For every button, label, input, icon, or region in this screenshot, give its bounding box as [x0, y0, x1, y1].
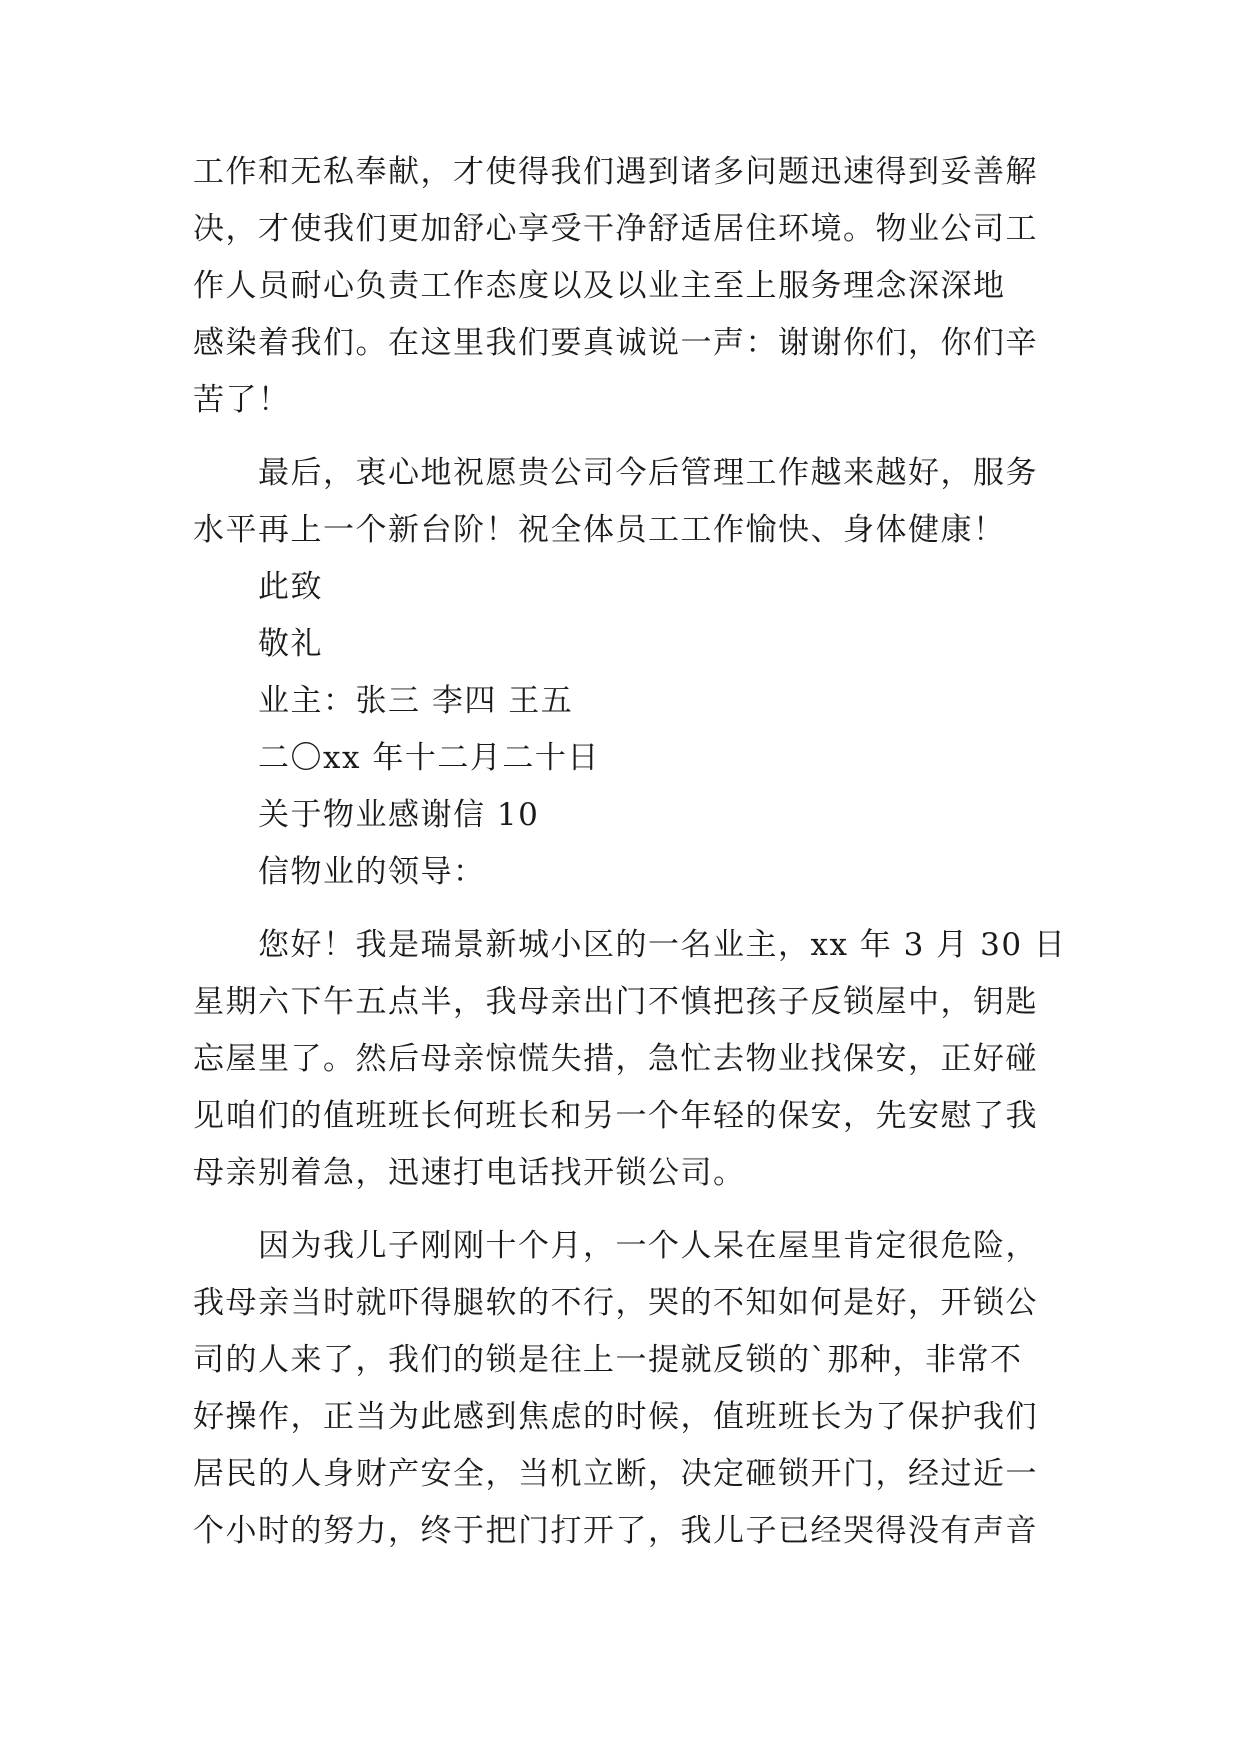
paragraph-line: 您好！我是瑞景新城小区的一名业主，xx 年 3 月 30 日 — [258, 927, 1067, 963]
paragraph-line: 因为我儿子刚刚十个月，一个人呆在屋里肯定很危险， — [258, 1228, 1038, 1264]
paragraph-line: 工作和无私奉献，才使得我们遇到诸多问题迅速得到妥善解 — [193, 154, 1038, 190]
paragraph-line: 感染着我们。在这里我们要真诚说一声：谢谢你们，你们辛 — [193, 325, 1038, 361]
paragraph-line: 司的人来了，我们的锁是往上一提就反锁的`那种，非常不 — [193, 1342, 1023, 1378]
paragraph-line: 星期六下午五点半，我母亲出门不慎把孩子反锁屋中，钥匙 — [193, 984, 1038, 1020]
closing-salutation: 此致 — [258, 569, 323, 605]
paragraph-line: 我母亲当时就吓得腿软的不行，哭的不知如何是好，开锁公 — [193, 1285, 1038, 1321]
letter-recipient: 信物业的领导： — [258, 854, 486, 890]
letter-date: 二〇xx 年十二月二十日 — [258, 740, 600, 776]
paragraph-line: 最后，衷心地祝愿贵公司今后管理工作越来越好，服务 — [258, 455, 1038, 491]
paragraph-line: 作人员耐心负责工作态度以及以业主至上服务理念深深地 — [193, 268, 1006, 304]
paragraph-line: 好操作，正当为此感到焦虑的时候，值班班长为了保护我们 — [193, 1399, 1038, 1435]
paragraph-line: 水平再上一个新台阶！祝全体员工工作愉快、身体健康！ — [193, 512, 1006, 548]
paragraph-line: 苦了！ — [193, 382, 291, 418]
paragraph-line: 居民的人身财产安全，当机立断，决定砸锁开门，经过近一 — [193, 1456, 1038, 1492]
paragraph-line: 个小时的努力，终于把门打开了，我儿子已经哭得没有声音 — [193, 1513, 1038, 1549]
letter-heading: 关于物业感谢信 10 — [258, 797, 540, 833]
paragraph-line: 见咱们的值班班长何班长和另一个年轻的保安，先安慰了我 — [193, 1098, 1038, 1134]
paragraph-line: 决，才使我们更加舒心享受干净舒适居住环境。物业公司工 — [193, 211, 1038, 247]
paragraph-line: 忘屋里了。然后母亲惊慌失措，急忙去物业找保安，正好碰 — [193, 1041, 1038, 1077]
paragraph-line: 母亲别着急，迅速打电话找开锁公司。 — [193, 1155, 746, 1191]
signature-owners: 业主：张三 李四 王五 — [258, 683, 574, 719]
closing-regards: 敬礼 — [258, 626, 323, 662]
